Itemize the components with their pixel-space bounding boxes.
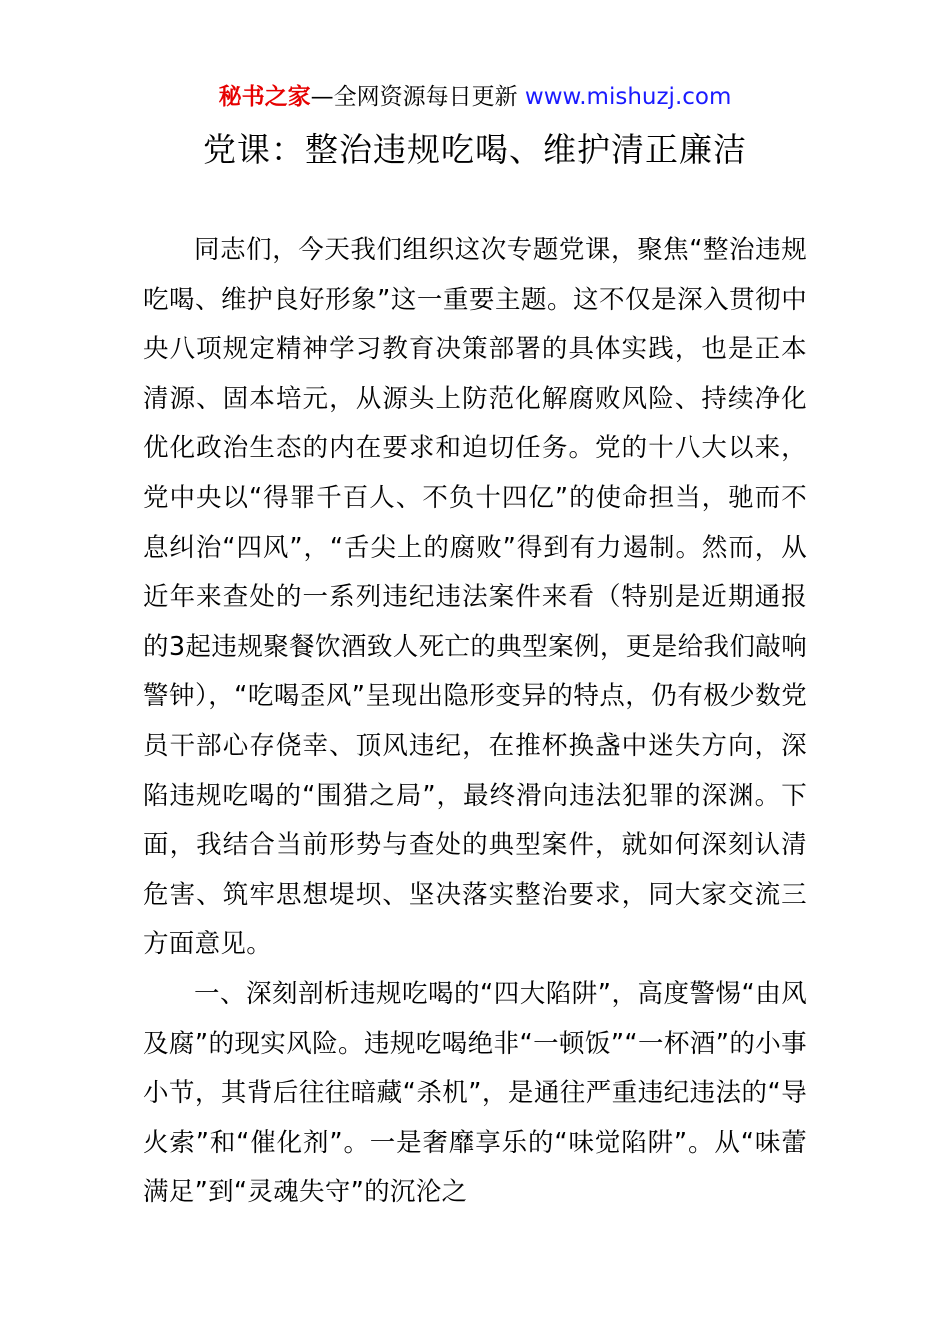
site-banner [0, 80, 950, 114]
paragraph-section-one: 一、深刻剖析违规吃喝的“四大陷阱”，高度警惕“由风及腐”的现实风险。违规吃喝绝非“一顿饭”“一杯酒”的小事小节，其背后往往暗藏“杀机”，是通往严重违纪违法的“导火索”和“催化剂”。一是奢靡享乐的“味觉陷阱”。从“味蕾满足”到“灵魂失守”的沉沦之 [143, 978, 807, 1208]
site-url-link[interactable]: www.mishuzj.com [524, 84, 732, 110]
brand-name: 秘书之家 [218, 84, 311, 110]
paragraph-intro: 同志们，今天我们组织这次专题党课，聚焦“整治违规吃喝、维护良好形象”这一重要主题。这不仅是深入贯彻中央八项规定精神学习教育决策部署的具体实践，也是正本清源、固本培元，从源头上防范化解腐败风险、持续净化优化政治生态的内在要求和迫切任务。党的十八大以来，党中央以“得罪千百人、不负十四亿”的使命担当，驰而不息纠治“四风”，“舌尖上的腐败”得到有力遏制。然而，从近年来查处的一系列违纪违法案件来看（特别是近期通报的3起违规聚餐饮酒致人死亡的典型案例，更是给我们敲响警钟），“吃喝歪风”呈现出隐形变异的特点，仍有极少数党员干部心存侥幸、顶风违纪，在推杯换盏中迷失方向，深陷违规吃喝的“围猎之局”，最终滑向违法犯罪的深渊。下面，我结合当前形势与查处的典型案件，就如何深刻认清危害、筑牢思想堤坝、坚决落实整治要求，同大家交流三方面意见。 [143, 235, 807, 960]
banner-tagline: —全网资源每日更新 [310, 84, 518, 110]
document-body [143, 226, 807, 1218]
document-title: 党课：整治违规吃喝、维护清正廉洁 [203, 130, 747, 169]
